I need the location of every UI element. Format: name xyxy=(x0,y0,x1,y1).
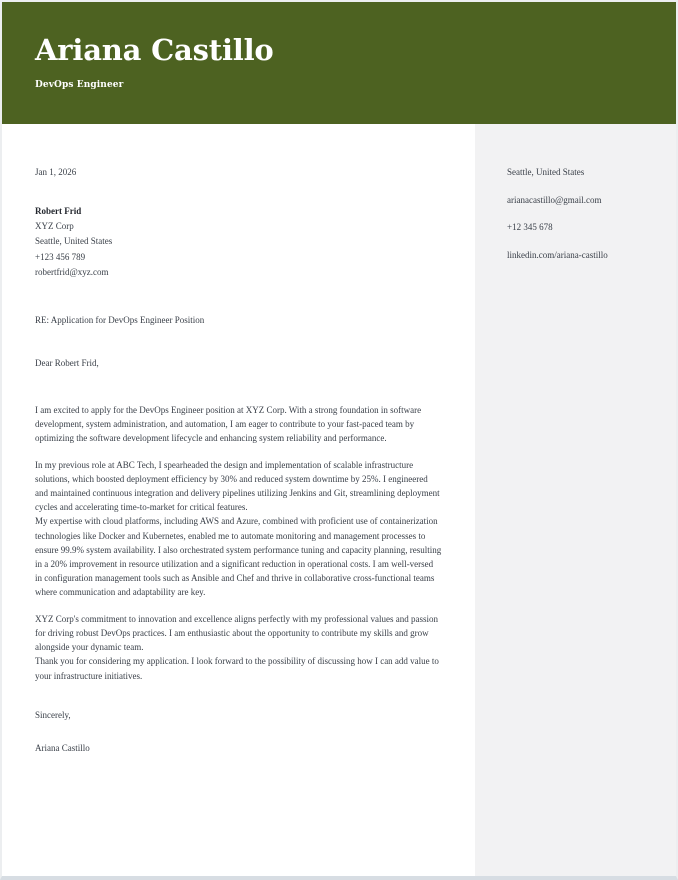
letter-paragraph: XYZ Corp's commitment to innovation and excellence aligns perfectly with my professional values and passion for driving robust DevOps practices. I am enthusiastic about the opportunity to contribute my skills and grow alongside your dynamic team. xyxy=(35,613,439,653)
letter-paragraph: In my previous role at ABC Tech, I spearheaded the design and implementation of scalable infrastructure solutions, which boosted deployment efficiency by 30% and reduced system downtime by 25%. I engineered and maintained continuous integration and delivery pipelines utilizing Jenkins and Git, streamlining deployment cycles and accelerating time-to-market for critical features. xyxy=(35,459,440,513)
letter-body-area xyxy=(2,124,676,876)
sidebar-contact-location: Seattle, United States xyxy=(507,167,585,177)
letter-date: Jan 1, 2026 xyxy=(35,167,77,177)
letter-subject: RE: Application for DevOps Engineer Position xyxy=(35,314,205,325)
sidebar-contact-phone: +12 345 678 xyxy=(507,222,553,232)
letter-header-band xyxy=(2,2,676,124)
recipient-phone: +123 456 789 xyxy=(35,251,86,262)
letter-salutation: Dear Robert Frid, xyxy=(35,358,99,369)
sidebar-contact-linkedin[interactable]: linkedin.com/ariana-castillo xyxy=(507,249,608,260)
letter-sidebar-column xyxy=(475,124,676,876)
letter-paragraph: My expertise with cloud platforms, including AWS and Azure, combined with proficient use of containerization technologies like Docker and Kubernetes, enabled me to automate monitoring and management processes to ensure 99.9% system availability. I also orchestrated system performance tuning and capacity planning, resulting in a 20% improvement in resource utilization and a significant reduction in operational costs. I am well-versed in configuration management tools such as Ansible and Chef and thrive in collaborative cross-functional teams where communication and adaptability are key. xyxy=(35,516,442,598)
recipient-company: XYZ Corp xyxy=(35,220,74,231)
sidebar-contact-email[interactable]: arianacastillo@gmail.com xyxy=(507,194,602,205)
letter-closing: Sincerely, xyxy=(35,709,71,720)
recipient-email: robertfrid@xyz.com xyxy=(35,267,109,278)
page-title: Ariana Castillo xyxy=(35,33,274,67)
recipient-name: Robert Frid xyxy=(35,205,82,216)
letter-main-column xyxy=(2,124,475,876)
job-title: DevOps Engineer xyxy=(35,80,124,90)
letter-paragraph: Thank you for considering my application. I look forward to the possibility of discussing how I can add value to your infrastructure initiatives. xyxy=(35,656,439,681)
letter-signature: Ariana Castillo xyxy=(35,743,90,754)
recipient-block xyxy=(35,204,442,281)
letter-paragraph: I am excited to apply for the DevOps Engineer position at XYZ Corp. With a strong foundation in software development, system administration, and automation, I am eager to contribute to your fast-paced team by optimizing the software development lifecycle and enhancing system reliability and performance. xyxy=(35,404,422,444)
recipient-location: Seattle, United States xyxy=(35,236,113,247)
